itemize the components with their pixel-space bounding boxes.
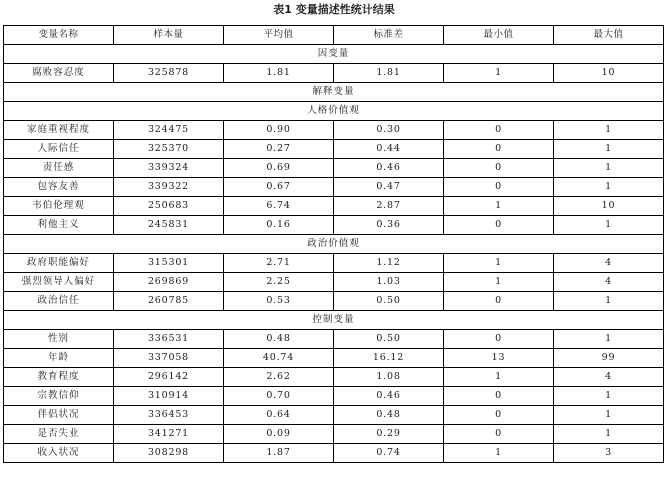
table-row	[4, 349, 664, 368]
cell-variable-name: 性别	[4, 330, 114, 349]
cell-mean: 0.48	[224, 330, 334, 349]
cell-variable-name: 腐败容忍度	[4, 64, 114, 83]
cell-max: 99	[554, 349, 664, 368]
table-row	[4, 197, 664, 216]
table-row	[4, 273, 664, 292]
cell-mean: 1.81	[224, 64, 334, 83]
table-row	[4, 444, 664, 463]
cell-min: 1	[444, 444, 554, 463]
cell-min: 1	[444, 64, 554, 83]
cell-mean: 0.09	[224, 425, 334, 444]
cell-variable-name: 政治信任	[4, 292, 114, 311]
cell-sample-size: 337058	[114, 349, 224, 368]
table-row	[4, 330, 664, 349]
cell-std-dev: 0.46	[334, 387, 444, 406]
header-mean: 平均值	[224, 26, 334, 45]
cell-max: 4	[554, 273, 664, 292]
cell-sample-size: 296142	[114, 368, 224, 387]
table-row	[4, 140, 664, 159]
cell-variable-name: 宗教信仰	[4, 387, 114, 406]
cell-min: 13	[444, 349, 554, 368]
cell-sample-size: 250683	[114, 197, 224, 216]
cell-variable-name: 人际信任	[4, 140, 114, 159]
cell-mean: 2.25	[224, 273, 334, 292]
table-row	[4, 387, 664, 406]
table-row	[4, 425, 664, 444]
cell-sample-size: 315301	[114, 254, 224, 273]
section-row	[4, 102, 664, 121]
cell-sample-size: 260785	[114, 292, 224, 311]
cell-min: 0	[444, 330, 554, 349]
cell-min: 0	[444, 216, 554, 235]
table-caption: 表1 变量描述性统计结果	[273, 3, 395, 16]
cell-variable-name: 家庭重视程度	[4, 121, 114, 140]
cell-min: 0	[444, 425, 554, 444]
table-row	[4, 254, 664, 273]
cell-max: 1	[554, 330, 664, 349]
cell-mean: 0.53	[224, 292, 334, 311]
cell-variable-name: 政府职能偏好	[4, 254, 114, 273]
cell-std-dev: 1.12	[334, 254, 444, 273]
cell-mean: 2.71	[224, 254, 334, 273]
cell-max: 1	[554, 121, 664, 140]
table-row	[4, 64, 664, 83]
cell-min: 1	[444, 197, 554, 216]
section-row	[4, 311, 664, 330]
cell-std-dev: 0.46	[334, 159, 444, 178]
cell-std-dev: 0.29	[334, 425, 444, 444]
section-explanatory-variables: 解释变量	[4, 83, 664, 102]
cell-max: 1	[554, 292, 664, 311]
cell-variable-name: 是否失业	[4, 425, 114, 444]
cell-max: 4	[554, 368, 664, 387]
cell-mean: 0.64	[224, 406, 334, 425]
section-dependent-variable: 因变量	[4, 45, 664, 64]
cell-mean: 1.87	[224, 444, 334, 463]
header-std-dev: 标准差	[334, 26, 444, 45]
table-row	[4, 121, 664, 140]
cell-max: 3	[554, 444, 664, 463]
cell-max: 1	[554, 387, 664, 406]
cell-variable-name: 韦伯伦理观	[4, 197, 114, 216]
section-control-variables: 控制变量	[4, 311, 664, 330]
cell-sample-size: 325878	[114, 64, 224, 83]
cell-std-dev: 1.81	[334, 64, 444, 83]
cell-variable-name: 包容友善	[4, 178, 114, 197]
cell-max: 1	[554, 159, 664, 178]
cell-variable-name: 教育程度	[4, 368, 114, 387]
cell-sample-size: 339324	[114, 159, 224, 178]
cell-std-dev: 0.50	[334, 292, 444, 311]
cell-sample-size: 245831	[114, 216, 224, 235]
cell-sample-size: 310914	[114, 387, 224, 406]
cell-mean: 0.70	[224, 387, 334, 406]
section-political-values: 政治价值观	[4, 235, 664, 254]
header-row	[4, 26, 664, 45]
cell-sample-size: 341271	[114, 425, 224, 444]
table-row	[4, 216, 664, 235]
cell-mean: 0.27	[224, 140, 334, 159]
table-row	[4, 368, 664, 387]
cell-mean: 2.62	[224, 368, 334, 387]
section-personality-values: 人格价值观	[4, 102, 664, 121]
cell-std-dev: 1.03	[334, 273, 444, 292]
cell-min: 1	[444, 254, 554, 273]
header-sample-size: 样本量	[114, 26, 224, 45]
cell-sample-size: 325370	[114, 140, 224, 159]
cell-min: 0	[444, 121, 554, 140]
cell-max: 4	[554, 254, 664, 273]
cell-min: 0	[444, 159, 554, 178]
cell-max: 1	[554, 216, 664, 235]
cell-mean: 0.90	[224, 121, 334, 140]
cell-std-dev: 16.12	[334, 349, 444, 368]
cell-mean: 6.74	[224, 197, 334, 216]
section-row	[4, 45, 664, 64]
cell-variable-name: 责任感	[4, 159, 114, 178]
table-row	[4, 406, 664, 425]
cell-std-dev: 0.30	[334, 121, 444, 140]
header-min: 最小值	[444, 26, 554, 45]
cell-max: 10	[554, 197, 664, 216]
cell-max: 10	[554, 64, 664, 83]
table-row	[4, 159, 664, 178]
cell-variable-name: 收入状况	[4, 444, 114, 463]
cell-sample-size: 324475	[114, 121, 224, 140]
cell-std-dev: 0.36	[334, 216, 444, 235]
cell-max: 1	[554, 406, 664, 425]
cell-min: 0	[444, 178, 554, 197]
cell-mean: 40.74	[224, 349, 334, 368]
cell-mean: 0.69	[224, 159, 334, 178]
cell-max: 1	[554, 140, 664, 159]
cell-mean: 0.67	[224, 178, 334, 197]
cell-std-dev: 0.74	[334, 444, 444, 463]
section-row	[4, 83, 664, 102]
header-variable-name: 变量名称	[4, 26, 114, 45]
cell-std-dev: 2.87	[334, 197, 444, 216]
cell-variable-name: 强烈领导人偏好	[4, 273, 114, 292]
cell-max: 1	[554, 425, 664, 444]
table-row	[4, 178, 664, 197]
cell-min: 1	[444, 368, 554, 387]
cell-std-dev: 0.47	[334, 178, 444, 197]
cell-sample-size: 336453	[114, 406, 224, 425]
cell-std-dev: 1.08	[334, 368, 444, 387]
section-row	[4, 235, 664, 254]
cell-sample-size: 269869	[114, 273, 224, 292]
cell-min: 0	[444, 406, 554, 425]
cell-std-dev: 0.44	[334, 140, 444, 159]
cell-sample-size: 336531	[114, 330, 224, 349]
cell-std-dev: 0.48	[334, 406, 444, 425]
cell-sample-size: 339322	[114, 178, 224, 197]
cell-variable-name: 伴侣状况	[4, 406, 114, 425]
cell-min: 0	[444, 292, 554, 311]
table-row	[4, 292, 664, 311]
header-max: 最大值	[554, 26, 664, 45]
cell-min: 0	[444, 140, 554, 159]
cell-variable-name: 年龄	[4, 349, 114, 368]
cell-min: 0	[444, 387, 554, 406]
cell-variable-name: 利他主义	[4, 216, 114, 235]
cell-sample-size: 308298	[114, 444, 224, 463]
cell-mean: 0.16	[224, 216, 334, 235]
cell-max: 1	[554, 178, 664, 197]
cell-min: 1	[444, 273, 554, 292]
cell-std-dev: 0.50	[334, 330, 444, 349]
statistics-table	[3, 25, 664, 463]
